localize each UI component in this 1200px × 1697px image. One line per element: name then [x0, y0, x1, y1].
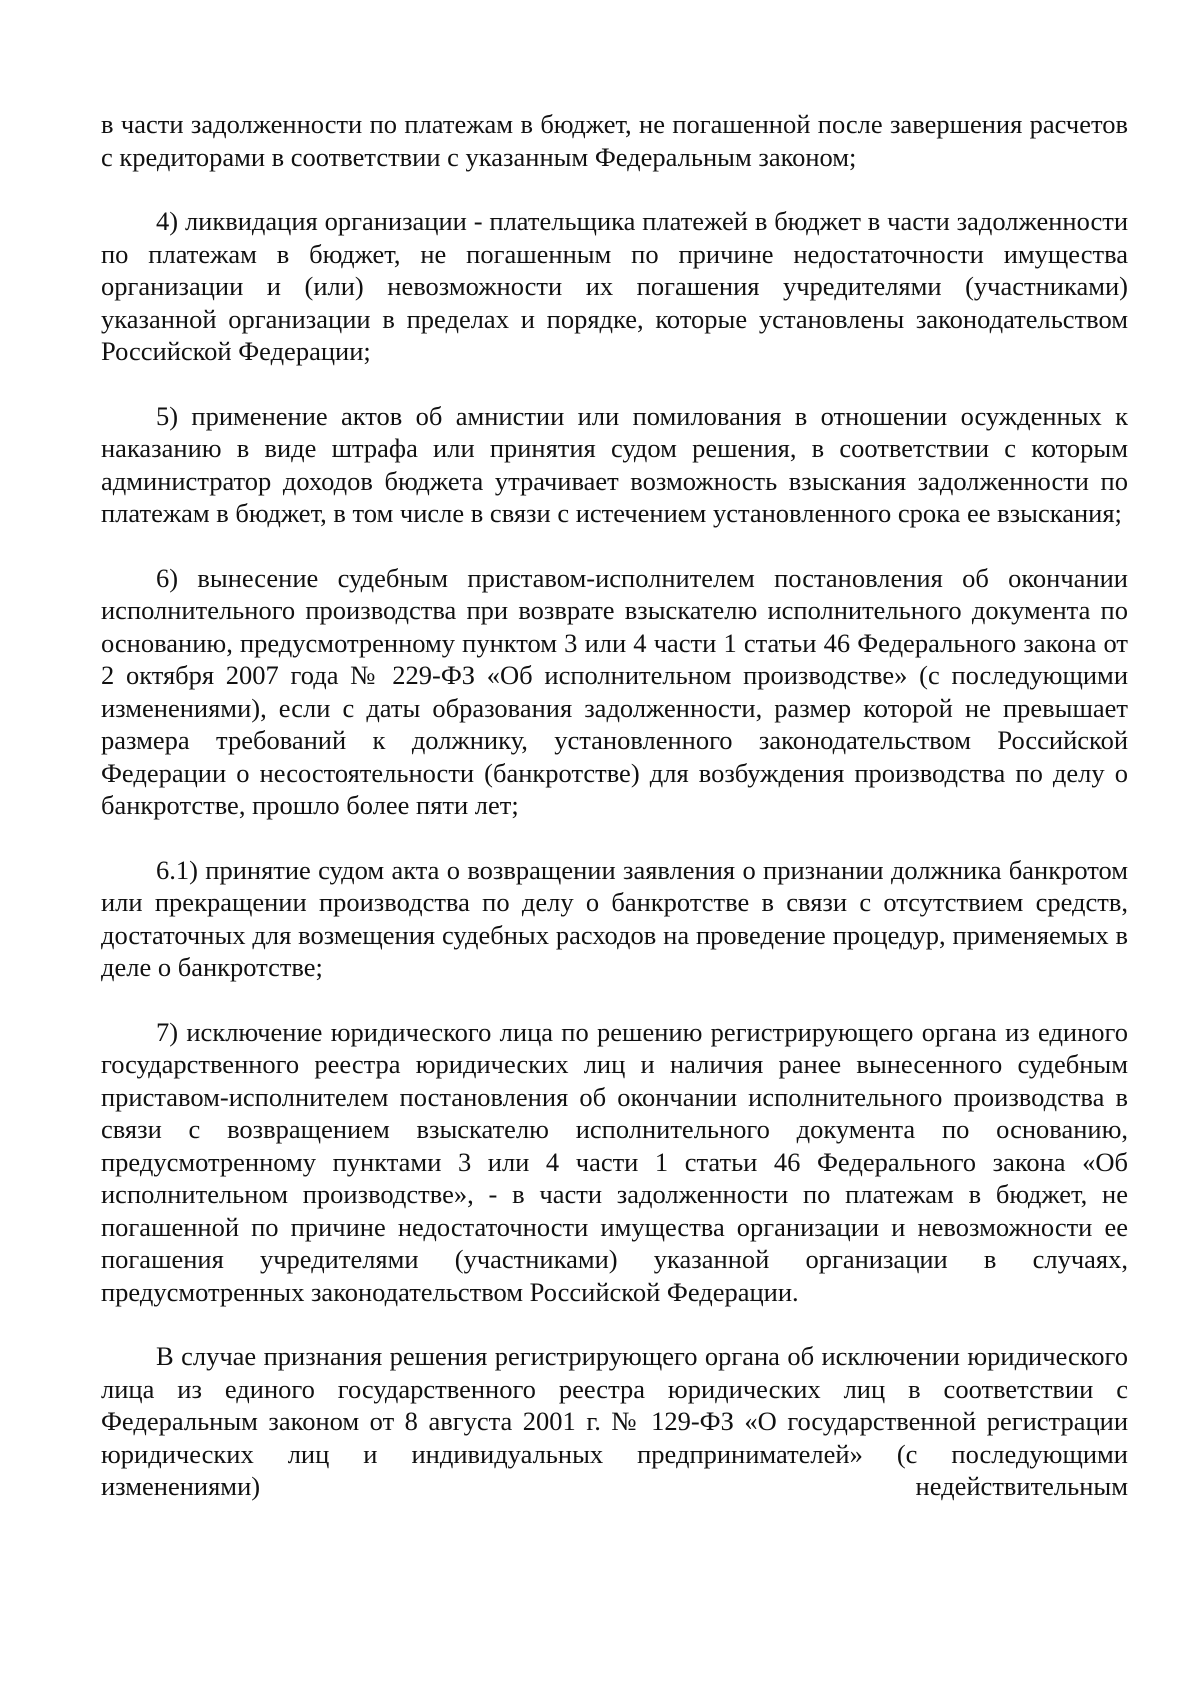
paragraph-item-4: 4) ликвидация организации - плательщика платежей в бюджет в части задолженности по платежам в бюджет, не погашенным по причине недостаточности имущества организации и (или) невозможности их погашения учредителями (участниками) указанной организации в пределах и порядке, которые установлены законодательством Российской Федерации; [101, 206, 1128, 366]
paragraph-final: В случае признания решения регистрирующего органа об исключении юридического лица из единого государственного реестра юридических лиц в соответствии с Федеральным законом от 8 августа 2001 г. № 129-ФЗ «О государственной регистрации юридических лиц и индивидуальных предпринимателей» (с последующими изменениями) недействительным [101, 1341, 1128, 1501]
paragraph-item-6: 6) вынесение судебным приставом-исполнителем постановления об окончании исполнительного производства при возврате взыскателю исполнительного документа по основанию, предусмотренному пунктом 3 или 4 части 1 статьи 46 Федерального закона от 2 октября 2007 года № 229-ФЗ «Об исполнительном производстве» (с последующими изменениями), если с даты образования задолженности, размер которой не превышает размера требований к должнику, установленного законодательством Российской Федерации о несостоятельности (банкротстве) для возбуждения производства по делу о банкротстве, прошло более пяти лет; [101, 562, 1128, 820]
paragraph-item-7: 7) исключение юридического лица по решению регистрирующего органа из единого государственного реестра юридических лиц и наличия ранее вынесенного судебным приставом-исполнителем постановления об окончании исполнительного производства в связи с возвращением взыскателю исполнительного документа по основанию, предусмотренному пунктами 3 или 4 части 1 статьи 46 Федерального закона «Об исполнительном производстве», - в части задолженности по платежам в бюджет, не погашенной по причине недостаточности имущества организации и невозможности ее погашения учредителями (участниками) указанной организации в случаях, предусмотренных законодательством Российской Федерации. [101, 1016, 1128, 1307]
paragraph-item-5: 5) применение актов об амнистии или помилования в отношении осужденных к наказанию в виде штрафа или принятия судом решения, в соответствии с которым администратор доходов бюджета утрачивает возможность взыскания задолженности по платежам в бюджет, в том числе в связи с истечением установленного срока ее взыскания; [101, 400, 1128, 528]
paragraph-continuation: в части задолженности по платежам в бюджет, не погашенной после завершения расчетов с кредиторами в соответствии с указанным Федеральным законом; [101, 109, 1128, 172]
document-body [101, 108, 1128, 1503]
paragraph-item-6-1: 6.1) принятие судом акта о возвращении заявления о признании должника банкротом или прекращении производства по делу о банкротстве в связи с отсутствием средств, достаточных для возмещения судебных расходов на проведение процедур, применяемых в деле о банкротстве; [101, 854, 1128, 982]
